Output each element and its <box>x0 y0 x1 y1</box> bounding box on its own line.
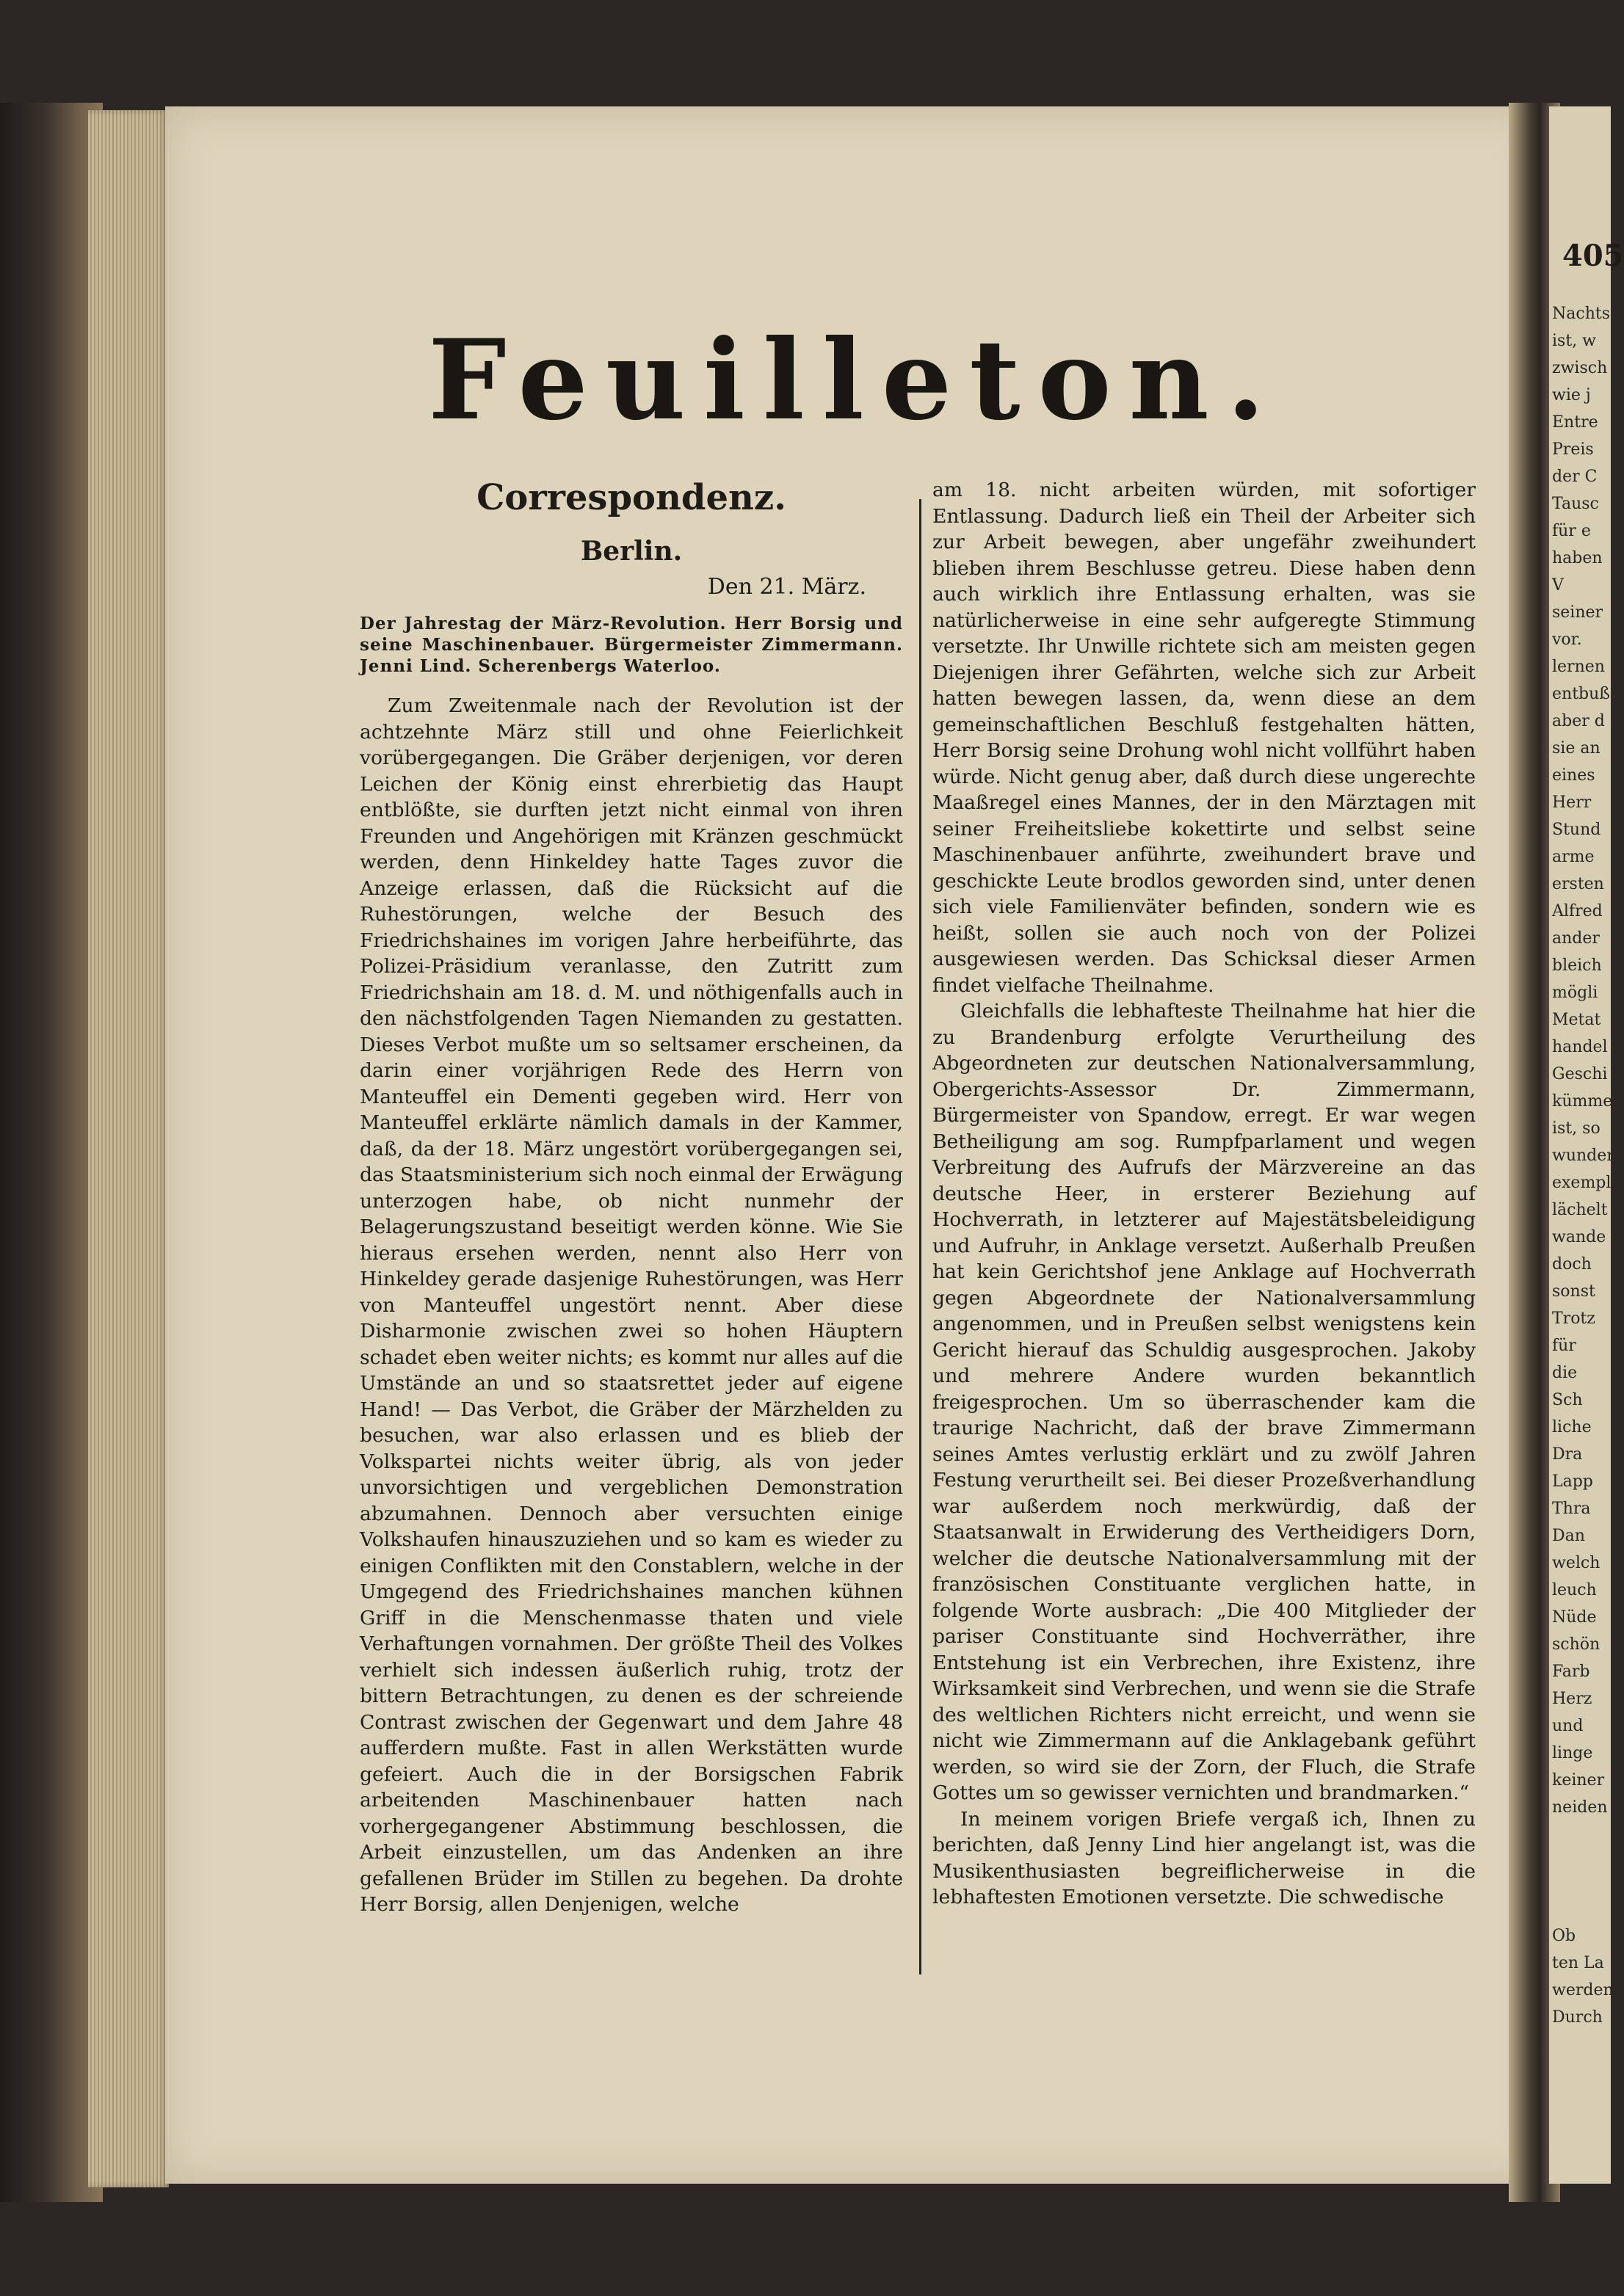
facing-page-fragment: Herr <box>1552 793 1592 812</box>
facing-page-fragment: welch <box>1552 1554 1601 1572</box>
facing-page-fragment: Geschi <box>1552 1065 1608 1083</box>
page-stack-edge <box>88 110 169 2187</box>
facing-page-fragment: der C <box>1552 468 1598 486</box>
facing-page-fragment: ist, w <box>1552 332 1596 350</box>
facing-page-fragment: Farb <box>1552 1663 1590 1681</box>
facing-page-fragment: seiner <box>1552 603 1603 622</box>
facing-page-fragment: Lapp <box>1552 1472 1593 1491</box>
facing-page-fragment: Herz <box>1552 1690 1592 1708</box>
facing-page-fragment: Durch <box>1552 2008 1603 2027</box>
facing-page-fragment: neiden <box>1552 1798 1608 1817</box>
facing-page-fragment: handel <box>1552 1038 1608 1056</box>
facing-page-fragment: mögli <box>1552 984 1598 1002</box>
facing-page-fragment: für e <box>1552 522 1591 540</box>
right-column <box>932 477 1476 1911</box>
facing-page-fragment: Sch <box>1552 1391 1583 1409</box>
facing-page-fragment: Preis <box>1552 440 1594 459</box>
facing-page-fragment: werden <box>1552 1981 1614 1999</box>
facing-page-fragment: Metat <box>1552 1011 1601 1029</box>
facing-page-fragment: arme <box>1552 848 1595 866</box>
facing-page-fragment: schön <box>1552 1635 1601 1654</box>
facing-page-fragment: linge <box>1552 1744 1593 1762</box>
facing-page-fragment: entbuß <box>1552 685 1610 703</box>
facing-page-fragment: Nüde <box>1552 1608 1597 1627</box>
facing-page <box>1549 106 1624 2184</box>
facing-page-fragment: ist, so <box>1552 1119 1601 1138</box>
facing-page-fragment: und <box>1552 1717 1584 1735</box>
facing-page-fragment: Dan <box>1552 1527 1585 1545</box>
facing-page-fragment: lernen <box>1552 658 1605 676</box>
feuilleton-title: Feuilleton. <box>428 316 1283 445</box>
facing-page-fragment: ander <box>1552 929 1600 948</box>
facing-page-fragment: bleich <box>1552 956 1602 975</box>
facing-page-fragment: aber d <box>1552 712 1605 730</box>
facing-page-fragment: für <box>1552 1337 1576 1355</box>
facing-page-fragment: sie an <box>1552 739 1601 758</box>
facing-page-fragment: Alfred <box>1552 902 1603 920</box>
facing-page-fragment: sonst <box>1552 1282 1595 1301</box>
facing-page-fragment: kümme <box>1552 1092 1613 1111</box>
facing-page-fragment: exempl <box>1552 1174 1612 1192</box>
facing-page-fragment: liche <box>1552 1418 1592 1436</box>
paragraph: Gleichfalls die lebhafteste Theilnahme hat hier die zu Brandenburg erfolgte Verurtheilung des Abgeordneten zur deutschen Nationalversammlung, Obergerichts-Assessor Dr. Zimmermann, Bürgermeister von Spandow, erregt. Er war wegen Betheiligung am sog. Rumpfparlament und wegen Verbreitung des Aufrufs der Märzvereine an das deutsche Heer, in ersterer Beziehung auf Hochverrath, in letzterer auf Majestätsbeleidigung und Aufruhr, in Anklage versetzt. Außerhalb Preußen hat kein Gerichtshof jene Anklage auf Hochverrath gegen Abgeordnete der Nationalversammlung angenommen, und in Preußen selbst wenigstens kein Gericht hierauf das Schuldig ausgesprochen. Jakoby und mehrere Andere wurden bekanntlich freigesprochen. Um so überraschender kam die traurige Nachricht, daß der brave Zimmermann seines Amtes verlustig erklärt und zu zwölf Jahren Festung verurtheilt sei. Bei dieser Prozeßverhandlung war außerdem noch merkwürdig, daß der Staatsanwalt in Erwiderung des Vertheidigers Dorn, welcher die deutsche Nationalversammlung mit der französischen Constituante verglichen hatte, in folgende Worte ausbrach: „Die 400 Mitglieder der pariser Constituante sind Hochverräther, ihre Entstehung ist ein Verbrechen, ihre Existenz, ihre Wirksamkeit sind Verbrechen, und wenn sie die Strafe des weltlichen Richters nicht erreicht, und wenn sie nicht wie Zimmermann auf die Anklagebank geführt werden, so wird sie der Zorn, der Fluch, die Strafe Gottes um so gewisser vernichten und brandmarken.“ <box>932 1000 1476 1804</box>
facing-page-fragment: leuch <box>1552 1581 1597 1599</box>
place-heading: Berlin. <box>580 536 683 567</box>
facing-page-fragment: Tausc <box>1552 495 1599 513</box>
facing-page-fragment: eines <box>1552 766 1595 785</box>
facing-page-fragment: wie j <box>1552 386 1591 404</box>
facing-page-fragment: V <box>1552 576 1564 595</box>
section-heading: Correspondenz. <box>476 477 786 518</box>
dateline: Den 21. März. <box>707 574 866 600</box>
paragraph: Zum Zweitenmale nach der Revolution ist der achtzehnte März still und ohne Feierlichkeit vorübergegangen. Die Gräber derjenigen, vor deren Leichen der König einst ehrerbietig das Haupt entblößte, sie durften jetzt nicht einmal von ihren Freunden und Angehörigen mit Kränzen geschmückt werden, denn Hinkeldey hatte Tages zuvor die Anzeige erlassen, daß die Rücksicht auf die Ruhestörungen, welche der Besuch des Friedrichshaines im vorigen Jahre herbeiführte, das Polizei-Präsidium veranlasse, den Zutritt zum Friedrichshain am 18. d. M. und nöthigenfalls auch in den nächstfolgenden Tagen Niemanden zu gestatten. Dieses Verbot mußte um so seltsamer erscheinen, da darin einer vorjährigen Rede des Herrn von Manteuffel ein Dementi gegeben wird. Herr von Manteuffel erklärte nämlich damals in der Kammer, daß, da der 18. März ungestört vorübergegangen sei, das Staatsministerium sich noch einmal der Erwägung unterzogen habe, ob nicht nunmehr der Belagerungszustand beseitigt werden könne. Wie Sie hieraus ersehen werden, nennt also Herr von Hinkeldey gerade dasjenige Ruhestörungen, was Herr von Manteuffel ungestört nennt. Aber diese Disharmonie zwischen zwei so hohen Häuptern schadet eben weiter nichts; es kommt nur alles auf die Umstände an und so staatsrettet jeder auf eigene Hand! — Das Verbot, die Gräber der Märzhelden zu besuchen, war also erlassen und es blieb der Volkspartei nichts weiter übrig, als von jeder unvorsichtigen und vergeblichen Demonstration abzumahnen. Dennoch aber versuchten einige Volkshaufen hinauszuziehen und so kam es wieder zu einigen Conflikten mit den Constablern, welche in der Umgegend des Friedrichshaines manchen kühnen Griff in die Menschenmasse thaten und viele Verhaftungen vornahmen. Der größte Theil des Volkes verhielt sich indessen äußerlich ruhig, trotz der bittern Betrachtungen, zu denen es der schreiende Contrast zwischen der Gegenwart und dem Jahre 48 aufferdern mußte. Fast in allen Werkstätten wurde gefeiert. Auch die in der Borsigschen Fabrik arbeitenden Maschinenbauer hatten nach vorhergegangener Abstimmung beschlossen, die Arbeit einzustellen, um das Andenken an ihre gefallenen Brüder im Stillen zu begehen. Da drohte Herr Borsig, allen Denjenigen, welche <box>360 694 903 1916</box>
facing-page-fragment: Dra <box>1552 1445 1583 1464</box>
facing-page-fragment: Stund <box>1552 821 1601 839</box>
facing-page-fragment: vor. <box>1552 631 1582 649</box>
left-column <box>360 477 903 1918</box>
column-divider <box>919 499 921 1975</box>
facing-page-fragment: ersten <box>1552 875 1604 893</box>
facing-page-fragment: doch <box>1552 1255 1592 1274</box>
paragraph: am 18. nicht arbeiten würden, mit sofortiger Entlassung. Dadurch ließ ein Theil der Arbeiter sich zur Arbeit bewegen, aber ungefähr zweihundert blieben ihrem Beschlusse getreu. Diese haben denn auch wirklich ihre Entlassung erhalten, was sie natürlicherweise in eine sehr aufgeregte Stimmung versetzte. Ihr Unwille richtete sich am meisten gegen Diejenigen ihrer Gefährten, welche sich zur Arbeit hatten bewegen lassen, da, wenn diese an dem gemeinschaftlichen Beschluß festgehalten hätten, Herr Borsig seine Drohung wohl nicht vollführt haben würde. Nicht genug aber, daß durch diese ungerechte Maaßregel eines Mannes, der in den Märztagen mit seiner Freiheitsliebe kokettirte und selbst seine Maschinenbauer anführte, zweihundert brave und geschickte Leute brodlos geworden sind, unter denen sich viele Familienväter befinden, sondern wie es heißt, sollen sie auch noch von der Polizei ausgewiesen werden. Das Schicksal dieser Armen findet vielfache Theilnahme. <box>932 479 1476 997</box>
paragraph: In meinem vorigen Briefe vergaß ich, Ihnen zu berichten, daß Jenny Lind hier angelangt ist, was die Musikenthusiasten begreiflicherweise in die lebhaftesten Emotionen versetzte. Die schwedische <box>932 1807 1476 1908</box>
facing-page-fragment: Trotz <box>1552 1309 1595 1328</box>
facing-page-fragment: die <box>1552 1364 1578 1382</box>
facing-page-fragment: wande <box>1552 1228 1606 1246</box>
book-cover-edge <box>0 103 103 2202</box>
facing-page-fragment: keiner <box>1552 1771 1605 1790</box>
facing-page-fragment: ten La <box>1552 1954 1604 1972</box>
facing-page-fragment: lächelt <box>1552 1201 1608 1219</box>
facing-page-fragment: Thra <box>1552 1500 1591 1518</box>
article-summary: Der Jahrestag der März-Revolution. Herr Borsig und seine Maschinenbauer. Bürgermeister Zimmermann. Jenni Lind. Scherenbergs Waterloo. <box>360 614 903 676</box>
page-number: 405 <box>1562 239 1624 273</box>
facing-page-fragment: Ob <box>1552 1927 1576 1945</box>
facing-page-fragment: Nachts <box>1552 305 1610 323</box>
facing-page-fragment: wunder <box>1552 1147 1614 1165</box>
facing-page-fragment: zwisch <box>1552 359 1608 377</box>
facing-page-fragment: Entre <box>1552 413 1598 432</box>
facing-page-fragment: haben <box>1552 549 1603 567</box>
